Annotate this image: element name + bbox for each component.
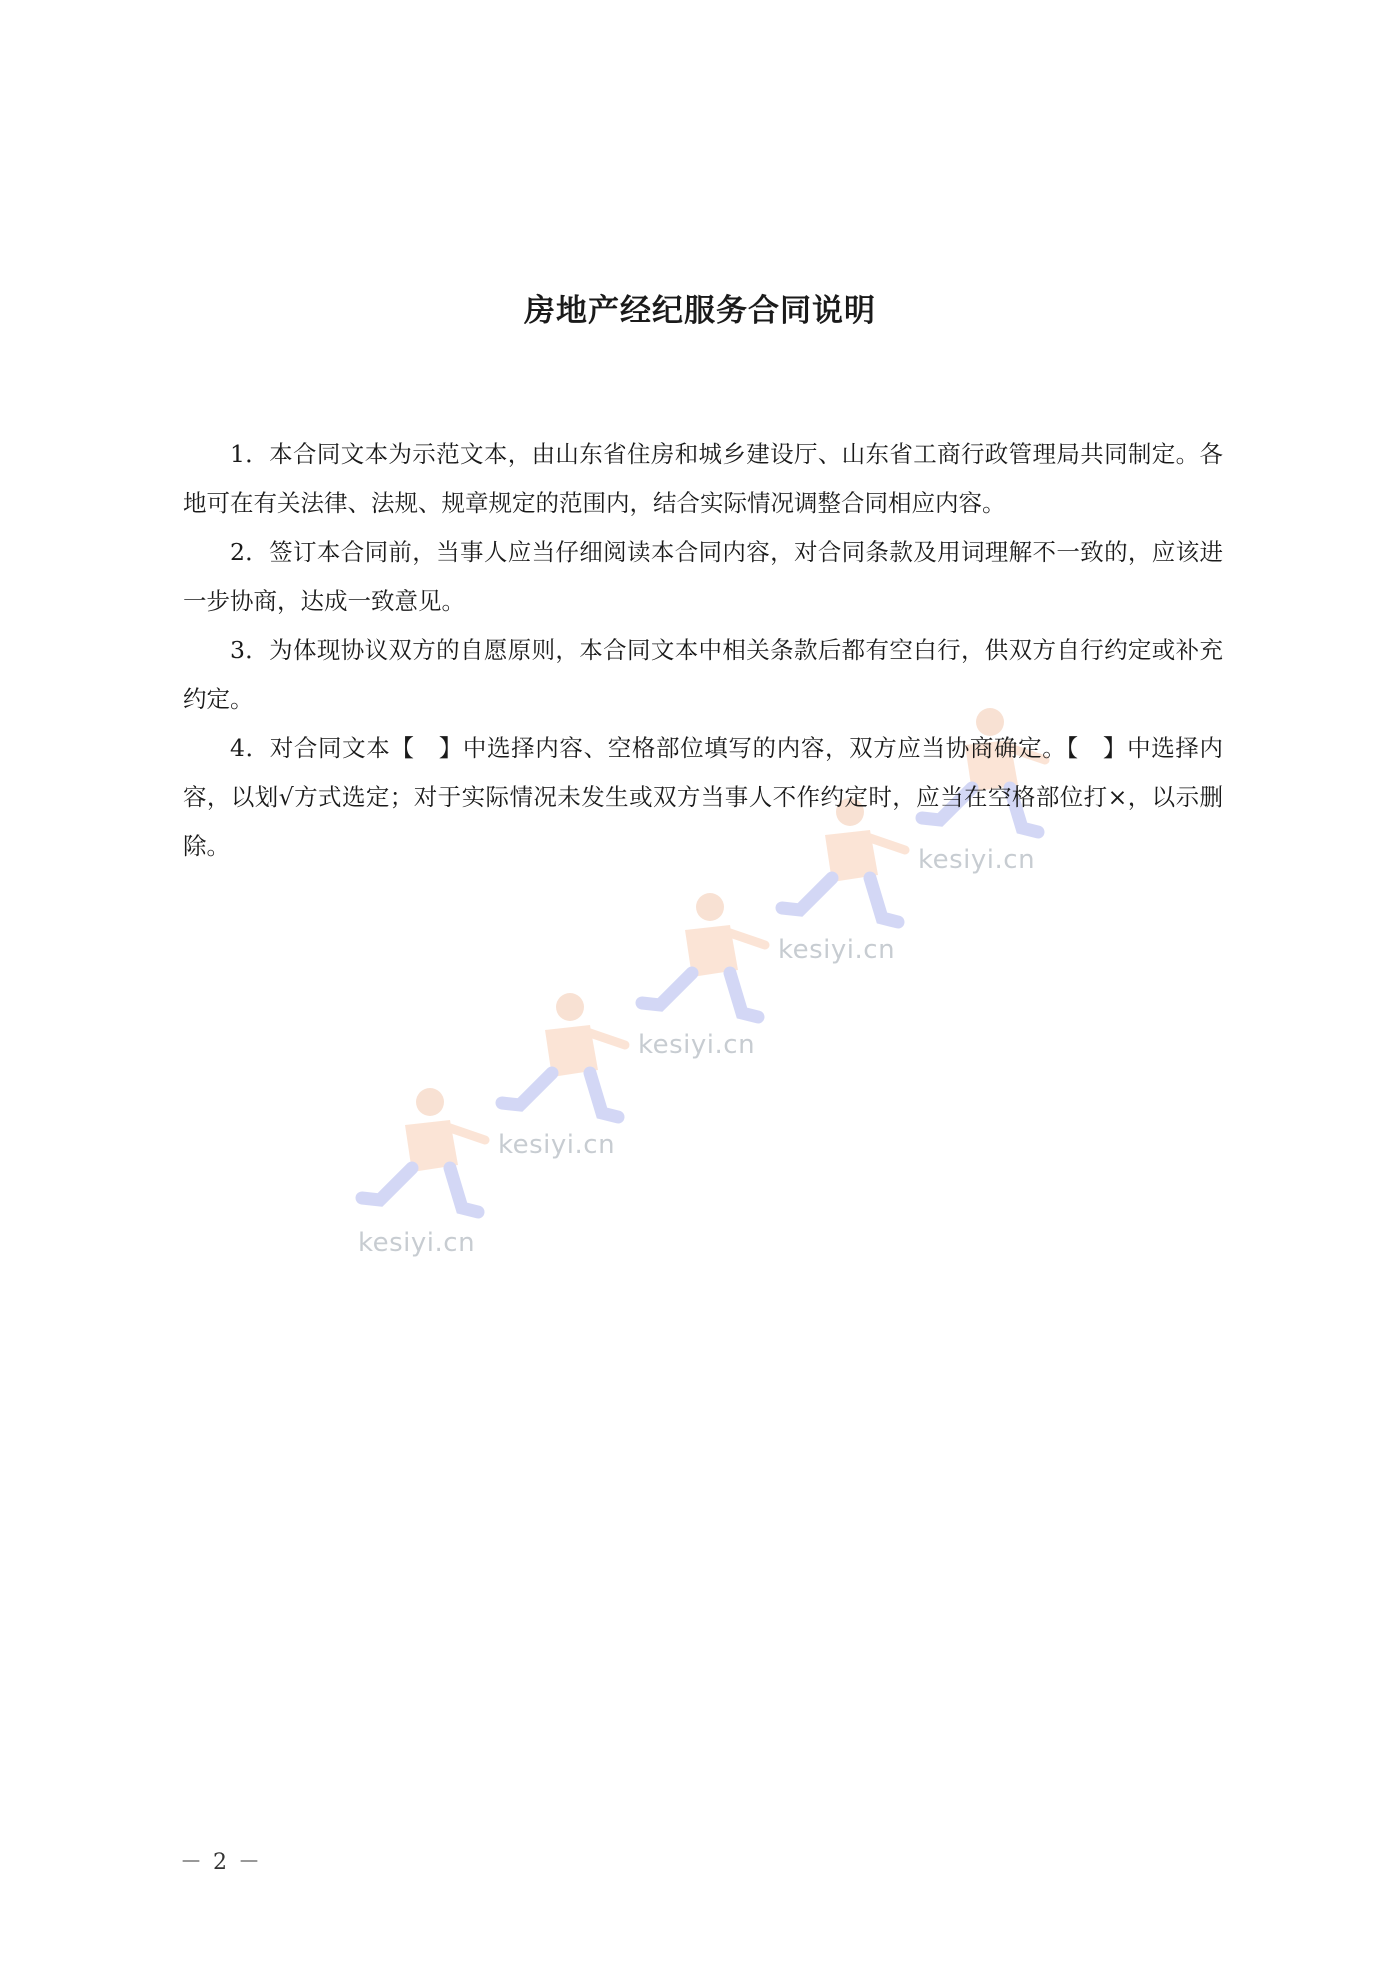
document-body	[183, 430, 1223, 871]
paragraph-2: 2．签订本合同前，当事人应当仔细阅读本合同内容，对合同条款及用词理解不一致的，应该进一步协商，达成一致意见。	[183, 538, 1223, 615]
paragraph-3: 3．为体现协议双方的自愿原则，本合同文本中相关条款后都有空白行，供双方自行约定或补充约定。	[183, 636, 1223, 713]
watermark-text: kesiyi.cn	[918, 845, 1036, 875]
paragraph-1: 1．本合同文本为示范文本，由山东省住房和城乡建设厅、山东省工商行政管理局共同制定。各地可在有关法律、法规、规章规定的范围内，结合实际情况调整合同相应内容。	[183, 440, 1223, 517]
watermark-text: kesiyi.cn	[778, 935, 896, 965]
watermark-runner-icon	[350, 1080, 500, 1230]
watermark-text: kesiyi.cn	[358, 1228, 476, 1258]
watermark-text: kesiyi.cn	[498, 1130, 616, 1160]
paragraph-4: 4．对合同文本【 】中选择内容、空格部位填写的内容，双方应当协商确定。【 】中选择内容，以划√方式选定；对于实际情况未发生或双方当事人不作约定时，应当在空格部位打×，以示删除。	[183, 734, 1223, 860]
document-title: 房地产经纪服务合同说明	[524, 293, 876, 329]
watermark-runner-icon	[490, 985, 640, 1135]
page-number: － 2 －	[180, 1850, 262, 1875]
watermark-runner-icon	[630, 885, 780, 1035]
watermark-text: kesiyi.cn	[638, 1030, 756, 1060]
